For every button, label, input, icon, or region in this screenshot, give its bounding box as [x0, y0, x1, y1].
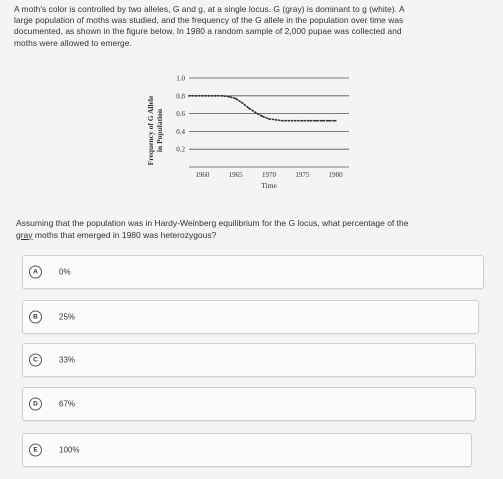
- choice-text: 100%: [59, 445, 80, 455]
- passage-line: A moth's color is controlled by two alleles, G and g, at a single locus. G (gray) is dominant to g (white). A: [14, 4, 405, 14]
- choice-letter-circle: D: [29, 398, 42, 411]
- data-point: [195, 95, 197, 97]
- data-point: [288, 120, 290, 122]
- y-tick-label: 0.4: [176, 127, 185, 136]
- passage: [14, 4, 492, 49]
- choice-b[interactable]: [22, 300, 479, 334]
- data-point: [321, 120, 323, 122]
- question-emphasis: gray: [16, 229, 33, 240]
- y-tick-label: 0.2: [176, 145, 185, 154]
- choice-d[interactable]: [22, 387, 476, 421]
- choice-text: 67%: [59, 399, 76, 409]
- data-point: [295, 120, 297, 122]
- question: [16, 218, 486, 241]
- choice-letter-circle: A: [29, 266, 42, 279]
- x-tick-label: 1975: [295, 171, 310, 179]
- data-point: [208, 95, 210, 97]
- data-point: [261, 115, 263, 117]
- y-axis-label: Frequency of G Allele: [146, 95, 155, 166]
- data-point: [248, 107, 250, 109]
- data-point: [268, 118, 270, 120]
- x-tick-label: 1980: [328, 171, 343, 179]
- choice-letter-circle: C: [29, 354, 42, 367]
- data-point: [335, 120, 337, 122]
- passage-line: large population of moths was studied, and the frequency of the G allele in the population over time was: [14, 15, 404, 26]
- data-point: [328, 120, 330, 122]
- choice-a[interactable]: [22, 255, 484, 289]
- data-point: [315, 120, 317, 122]
- data-point: [228, 96, 230, 98]
- data-point: [281, 120, 283, 122]
- question-line: Assuming that the population was in Hardy-Weinberg equilibrium for the G locus, what percentage of the: [16, 218, 409, 228]
- y-tick-label: 0.6: [176, 110, 185, 119]
- y-axis-label-line-2: in Population: [155, 108, 164, 153]
- choice-text: 25%: [59, 312, 76, 322]
- question-line-2: [16, 230, 486, 242]
- x-axis-label: Time: [261, 181, 277, 190]
- data-point: [255, 112, 257, 114]
- data-point: [275, 119, 277, 121]
- question-line-rest: moths that emerged in 1980 was heterozygous?: [32, 229, 217, 240]
- data-point: [308, 120, 310, 122]
- choice-text: 0%: [59, 267, 71, 277]
- choice-text: 33%: [59, 355, 76, 365]
- data-point: [241, 102, 243, 104]
- x-tick-label: 1960: [195, 171, 210, 179]
- data-point: [215, 95, 217, 97]
- data-point: [201, 95, 203, 97]
- data-point: [221, 95, 223, 97]
- choice-c[interactable]: [22, 343, 476, 377]
- data-point: [235, 98, 237, 100]
- choice-letter-circle: E: [29, 444, 42, 457]
- choice-e[interactable]: [22, 433, 472, 467]
- data-point: [301, 120, 303, 122]
- y-tick-label: 1.0: [176, 74, 185, 83]
- chart-svg: [144, 70, 359, 205]
- x-tick-label: 1965: [228, 171, 243, 179]
- data-point: [188, 95, 190, 97]
- passage-line: moths were allowed to emerge.: [14, 37, 132, 48]
- allele-frequency-chart: [144, 70, 359, 205]
- x-tick-label: 1970: [262, 171, 276, 179]
- passage-line: documented, as shown in the figure below. In 1980 a random sample of 2,000 pupae was collected and: [14, 26, 402, 37]
- choice-letter-circle: B: [29, 311, 42, 324]
- y-tick-label: 0.8: [176, 92, 185, 101]
